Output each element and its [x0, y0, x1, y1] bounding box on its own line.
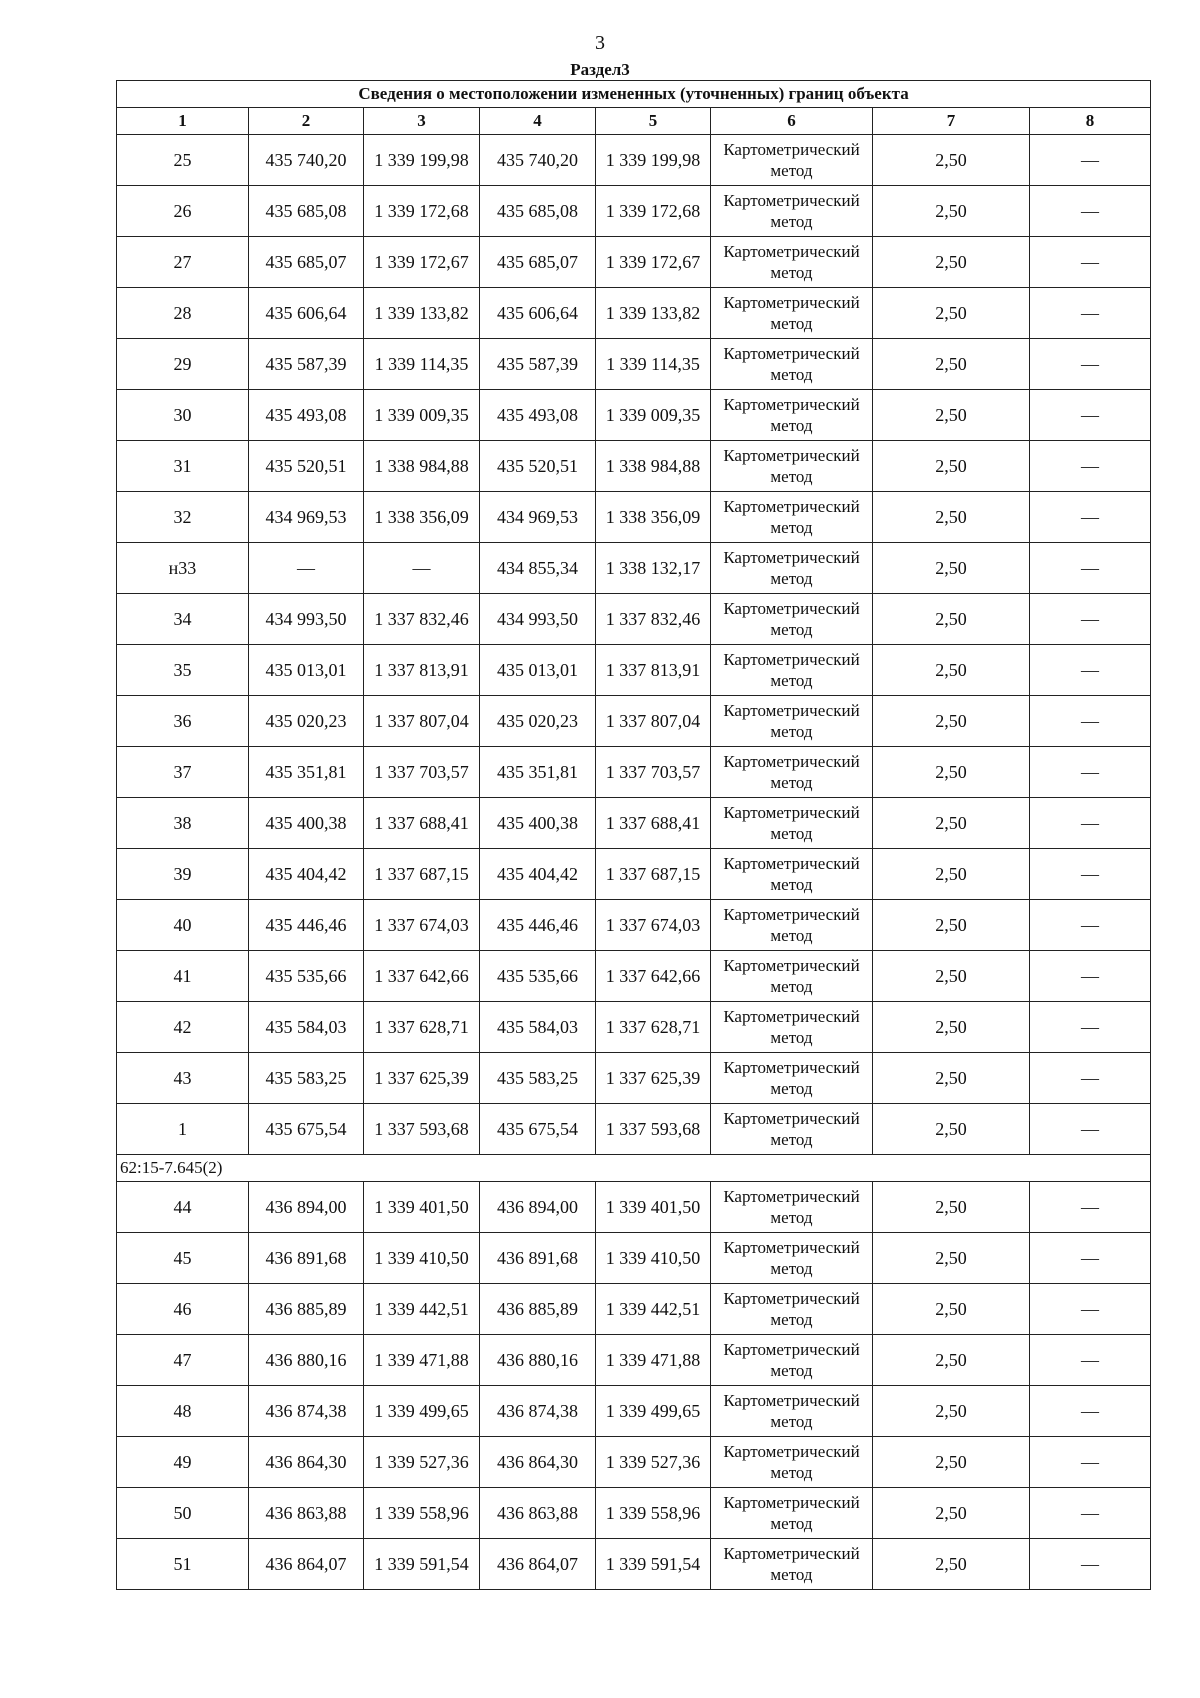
accuracy-cell: 2,50 [873, 1182, 1030, 1233]
note-cell: — [1030, 1488, 1151, 1539]
point-number-cell: 29 [117, 339, 249, 390]
existing-x-cell: 435 583,25 [249, 1053, 364, 1104]
existing-y-cell: 1 339 172,68 [364, 186, 480, 237]
accuracy-cell: 2,50 [873, 1335, 1030, 1386]
existing-y-cell: 1 337 642,66 [364, 951, 480, 1002]
method-cell: Картометрический метод [711, 1233, 873, 1284]
table-row [117, 339, 1151, 390]
refined-x-cell: 435 740,20 [480, 135, 596, 186]
refined-x-cell: 436 864,30 [480, 1437, 596, 1488]
table-row [117, 288, 1151, 339]
method-cell: Картометрический метод [711, 798, 873, 849]
existing-x-cell: 435 587,39 [249, 339, 364, 390]
method-cell: Картометрический метод [711, 543, 873, 594]
note-cell: — [1030, 951, 1151, 1002]
table-row [117, 645, 1151, 696]
table-row [117, 951, 1151, 1002]
existing-y-cell: 1 337 807,04 [364, 696, 480, 747]
refined-y-cell: 1 338 132,17 [596, 543, 711, 594]
note-cell: — [1030, 135, 1151, 186]
existing-x-cell: 436 885,89 [249, 1284, 364, 1335]
accuracy-cell: 2,50 [873, 696, 1030, 747]
refined-y-cell: 1 339 471,88 [596, 1335, 711, 1386]
table-row [117, 1002, 1151, 1053]
method-cell: Картометрический метод [711, 1104, 873, 1155]
column-number-8: 8 [1030, 108, 1151, 135]
accuracy-cell: 2,50 [873, 1233, 1030, 1284]
accuracy-cell: 2,50 [873, 1539, 1030, 1590]
existing-y-cell: 1 339 172,67 [364, 237, 480, 288]
refined-x-cell: 435 606,64 [480, 288, 596, 339]
boundary-coordinates-table [116, 80, 1151, 1590]
note-cell: — [1030, 543, 1151, 594]
table-row [117, 747, 1151, 798]
existing-y-cell: 1 339 401,50 [364, 1182, 480, 1233]
note-cell: — [1030, 492, 1151, 543]
existing-y-cell: 1 339 499,65 [364, 1386, 480, 1437]
note-cell: — [1030, 1233, 1151, 1284]
table-row [117, 849, 1151, 900]
refined-y-cell: 1 339 199,98 [596, 135, 711, 186]
refined-y-cell: 1 337 642,66 [596, 951, 711, 1002]
table-row [117, 1233, 1151, 1284]
refined-y-cell: 1 337 628,71 [596, 1002, 711, 1053]
refined-y-cell: 1 339 009,35 [596, 390, 711, 441]
note-cell: — [1030, 900, 1151, 951]
point-number-cell: 36 [117, 696, 249, 747]
method-cell: Картометрический метод [711, 1488, 873, 1539]
method-cell: Картометрический метод [711, 1335, 873, 1386]
existing-x-cell: 436 864,30 [249, 1437, 364, 1488]
table-row [117, 1539, 1151, 1590]
note-cell: — [1030, 186, 1151, 237]
point-number-cell: 27 [117, 237, 249, 288]
group-header-row [117, 1155, 1151, 1182]
method-cell: Картометрический метод [711, 1437, 873, 1488]
existing-y-cell: 1 337 628,71 [364, 1002, 480, 1053]
column-number-6: 6 [711, 108, 873, 135]
table-title: Сведения о местоположении измененных (уточненных) границ объекта [117, 81, 1151, 108]
existing-y-cell: 1 337 625,39 [364, 1053, 480, 1104]
note-cell: — [1030, 1284, 1151, 1335]
point-number-cell: 1 [117, 1104, 249, 1155]
method-cell: Картометрический метод [711, 696, 873, 747]
existing-x-cell: 435 740,20 [249, 135, 364, 186]
refined-y-cell: 1 337 807,04 [596, 696, 711, 747]
note-cell: — [1030, 441, 1151, 492]
table-row [117, 1284, 1151, 1335]
point-number-cell: 37 [117, 747, 249, 798]
refined-y-cell: 1 339 499,65 [596, 1386, 711, 1437]
existing-y-cell: 1 337 703,57 [364, 747, 480, 798]
column-number-5: 5 [596, 108, 711, 135]
table-row [117, 594, 1151, 645]
existing-x-cell: 436 863,88 [249, 1488, 364, 1539]
refined-y-cell: 1 337 813,91 [596, 645, 711, 696]
column-number-1: 1 [117, 108, 249, 135]
refined-x-cell: 434 969,53 [480, 492, 596, 543]
table-body [117, 135, 1151, 1590]
refined-y-cell: 1 337 703,57 [596, 747, 711, 798]
refined-y-cell: 1 337 674,03 [596, 900, 711, 951]
existing-y-cell: 1 338 356,09 [364, 492, 480, 543]
existing-x-cell: 434 969,53 [249, 492, 364, 543]
accuracy-cell: 2,50 [873, 1488, 1030, 1539]
section-label: Раздел3 [570, 60, 630, 79]
refined-x-cell: 434 855,34 [480, 543, 596, 594]
method-cell: Картометрический метод [711, 441, 873, 492]
refined-x-cell: 435 685,08 [480, 186, 596, 237]
accuracy-cell: 2,50 [873, 1386, 1030, 1437]
table-row [117, 1488, 1151, 1539]
column-number-7: 7 [873, 108, 1030, 135]
accuracy-cell: 2,50 [873, 1104, 1030, 1155]
existing-y-cell: 1 339 199,98 [364, 135, 480, 186]
existing-x-cell: 435 013,01 [249, 645, 364, 696]
existing-y-cell: 1 337 832,46 [364, 594, 480, 645]
refined-x-cell: 435 535,66 [480, 951, 596, 1002]
existing-x-cell: 436 894,00 [249, 1182, 364, 1233]
existing-x-cell: — [249, 543, 364, 594]
refined-x-cell: 435 584,03 [480, 1002, 596, 1053]
refined-x-cell: 436 864,07 [480, 1539, 596, 1590]
existing-y-cell: 1 337 688,41 [364, 798, 480, 849]
point-number-cell: 45 [117, 1233, 249, 1284]
refined-y-cell: 1 339 133,82 [596, 288, 711, 339]
existing-x-cell: 435 520,51 [249, 441, 364, 492]
point-number-cell: 40 [117, 900, 249, 951]
note-cell: — [1030, 390, 1151, 441]
refined-y-cell: 1 337 593,68 [596, 1104, 711, 1155]
existing-x-cell: 435 020,23 [249, 696, 364, 747]
method-cell: Картометрический метод [711, 288, 873, 339]
refined-x-cell: 434 993,50 [480, 594, 596, 645]
point-number-cell: 32 [117, 492, 249, 543]
existing-x-cell: 435 535,66 [249, 951, 364, 1002]
point-number-cell: 34 [117, 594, 249, 645]
existing-x-cell: 434 993,50 [249, 594, 364, 645]
refined-y-cell: 1 337 832,46 [596, 594, 711, 645]
table-row [117, 1182, 1151, 1233]
point-number-cell: 50 [117, 1488, 249, 1539]
point-number-cell: 38 [117, 798, 249, 849]
table-row [117, 1335, 1151, 1386]
method-cell: Картометрический метод [711, 951, 873, 1002]
existing-y-cell: 1 339 442,51 [364, 1284, 480, 1335]
table-row [117, 492, 1151, 543]
accuracy-cell: 2,50 [873, 900, 1030, 951]
point-number-cell: 30 [117, 390, 249, 441]
page-number: 3 [595, 32, 605, 54]
existing-y-cell: 1 338 984,88 [364, 441, 480, 492]
method-cell: Картометрический метод [711, 747, 873, 798]
method-cell: Картометрический метод [711, 1539, 873, 1590]
refined-y-cell: 1 339 527,36 [596, 1437, 711, 1488]
note-cell: — [1030, 594, 1151, 645]
method-cell: Картометрический метод [711, 1002, 873, 1053]
existing-x-cell: 435 685,08 [249, 186, 364, 237]
refined-x-cell: 435 587,39 [480, 339, 596, 390]
refined-y-cell: 1 339 442,51 [596, 1284, 711, 1335]
note-cell: — [1030, 288, 1151, 339]
note-cell: — [1030, 696, 1151, 747]
table-row [117, 900, 1151, 951]
refined-x-cell: 436 874,38 [480, 1386, 596, 1437]
point-number-cell: 44 [117, 1182, 249, 1233]
point-number-cell: 31 [117, 441, 249, 492]
existing-y-cell: 1 339 591,54 [364, 1539, 480, 1590]
accuracy-cell: 2,50 [873, 135, 1030, 186]
accuracy-cell: 2,50 [873, 390, 1030, 441]
accuracy-cell: 2,50 [873, 645, 1030, 696]
refined-y-cell: 1 337 625,39 [596, 1053, 711, 1104]
point-number-cell: 35 [117, 645, 249, 696]
refined-x-cell: 435 404,42 [480, 849, 596, 900]
refined-y-cell: 1 338 984,88 [596, 441, 711, 492]
point-number-cell: н33 [117, 543, 249, 594]
note-cell: — [1030, 1335, 1151, 1386]
refined-x-cell: 435 351,81 [480, 747, 596, 798]
note-cell: — [1030, 1182, 1151, 1233]
refined-x-cell: 436 894,00 [480, 1182, 596, 1233]
method-cell: Картометрический метод [711, 339, 873, 390]
table-row [117, 1437, 1151, 1488]
method-cell: Картометрический метод [711, 900, 873, 951]
existing-y-cell: 1 337 687,15 [364, 849, 480, 900]
column-number-4: 4 [480, 108, 596, 135]
point-number-cell: 47 [117, 1335, 249, 1386]
note-cell: — [1030, 1386, 1151, 1437]
existing-y-cell: 1 339 009,35 [364, 390, 480, 441]
point-number-cell: 51 [117, 1539, 249, 1590]
existing-x-cell: 436 864,07 [249, 1539, 364, 1590]
accuracy-cell: 2,50 [873, 288, 1030, 339]
point-number-cell: 46 [117, 1284, 249, 1335]
existing-y-cell: 1 339 527,36 [364, 1437, 480, 1488]
method-cell: Картометрический метод [711, 237, 873, 288]
method-cell: Картометрический метод [711, 1386, 873, 1437]
refined-y-cell: 1 339 401,50 [596, 1182, 711, 1233]
refined-x-cell: 436 863,88 [480, 1488, 596, 1539]
refined-y-cell: 1 337 687,15 [596, 849, 711, 900]
existing-y-cell: 1 337 593,68 [364, 1104, 480, 1155]
table-row [117, 543, 1151, 594]
column-number-row [117, 108, 1151, 135]
accuracy-cell: 2,50 [873, 594, 1030, 645]
point-number-cell: 49 [117, 1437, 249, 1488]
table-row [117, 1386, 1151, 1437]
existing-x-cell: 436 880,16 [249, 1335, 364, 1386]
refined-x-cell: 436 885,89 [480, 1284, 596, 1335]
method-cell: Картометрический метод [711, 492, 873, 543]
point-number-cell: 26 [117, 186, 249, 237]
accuracy-cell: 2,50 [873, 747, 1030, 798]
existing-x-cell: 435 404,42 [249, 849, 364, 900]
method-cell: Картометрический метод [711, 186, 873, 237]
existing-y-cell: 1 339 133,82 [364, 288, 480, 339]
accuracy-cell: 2,50 [873, 186, 1030, 237]
accuracy-cell: 2,50 [873, 798, 1030, 849]
table-row [117, 186, 1151, 237]
existing-x-cell: 436 891,68 [249, 1233, 364, 1284]
note-cell: — [1030, 849, 1151, 900]
table-row [117, 441, 1151, 492]
note-cell: — [1030, 237, 1151, 288]
column-number-3: 3 [364, 108, 480, 135]
table-row [117, 798, 1151, 849]
existing-x-cell: 435 584,03 [249, 1002, 364, 1053]
method-cell: Картометрический метод [711, 1284, 873, 1335]
method-cell: Картометрический метод [711, 390, 873, 441]
refined-x-cell: 435 685,07 [480, 237, 596, 288]
note-cell: — [1030, 747, 1151, 798]
refined-y-cell: 1 339 172,67 [596, 237, 711, 288]
refined-x-cell: 435 493,08 [480, 390, 596, 441]
existing-x-cell: 435 675,54 [249, 1104, 364, 1155]
point-number-cell: 42 [117, 1002, 249, 1053]
refined-x-cell: 435 675,54 [480, 1104, 596, 1155]
point-number-cell: 48 [117, 1386, 249, 1437]
refined-y-cell: 1 339 114,35 [596, 339, 711, 390]
existing-x-cell: 435 351,81 [249, 747, 364, 798]
method-cell: Картометрический метод [711, 135, 873, 186]
existing-x-cell: 435 400,38 [249, 798, 364, 849]
refined-x-cell: 435 400,38 [480, 798, 596, 849]
table-row [117, 1053, 1151, 1104]
point-number-cell: 28 [117, 288, 249, 339]
refined-y-cell: 1 339 591,54 [596, 1539, 711, 1590]
refined-x-cell: 435 013,01 [480, 645, 596, 696]
accuracy-cell: 2,50 [873, 441, 1030, 492]
accuracy-cell: 2,50 [873, 1053, 1030, 1104]
accuracy-cell: 2,50 [873, 492, 1030, 543]
note-cell: — [1030, 1104, 1151, 1155]
refined-y-cell: 1 338 356,09 [596, 492, 711, 543]
note-cell: — [1030, 645, 1151, 696]
refined-y-cell: 1 339 410,50 [596, 1233, 711, 1284]
note-cell: — [1030, 1002, 1151, 1053]
accuracy-cell: 2,50 [873, 543, 1030, 594]
existing-x-cell: 435 606,64 [249, 288, 364, 339]
refined-x-cell: 436 891,68 [480, 1233, 596, 1284]
note-cell: — [1030, 798, 1151, 849]
table-row [117, 390, 1151, 441]
point-number-cell: 43 [117, 1053, 249, 1104]
refined-x-cell: 435 520,51 [480, 441, 596, 492]
refined-y-cell: 1 337 688,41 [596, 798, 711, 849]
refined-y-cell: 1 339 172,68 [596, 186, 711, 237]
method-cell: Картометрический метод [711, 594, 873, 645]
table-row [117, 696, 1151, 747]
accuracy-cell: 2,50 [873, 1284, 1030, 1335]
accuracy-cell: 2,50 [873, 849, 1030, 900]
existing-y-cell: 1 339 558,96 [364, 1488, 480, 1539]
point-number-cell: 25 [117, 135, 249, 186]
table-row [117, 1104, 1151, 1155]
existing-y-cell: — [364, 543, 480, 594]
accuracy-cell: 2,50 [873, 951, 1030, 1002]
existing-x-cell: 435 493,08 [249, 390, 364, 441]
refined-x-cell: 435 583,25 [480, 1053, 596, 1104]
point-number-cell: 41 [117, 951, 249, 1002]
existing-y-cell: 1 337 813,91 [364, 645, 480, 696]
existing-x-cell: 436 874,38 [249, 1386, 364, 1437]
note-cell: — [1030, 339, 1151, 390]
accuracy-cell: 2,50 [873, 1437, 1030, 1488]
note-cell: — [1030, 1539, 1151, 1590]
existing-y-cell: 1 337 674,03 [364, 900, 480, 951]
note-cell: — [1030, 1437, 1151, 1488]
refined-y-cell: 1 339 558,96 [596, 1488, 711, 1539]
method-cell: Картометрический метод [711, 1053, 873, 1104]
method-cell: Картометрический метод [711, 1182, 873, 1233]
accuracy-cell: 2,50 [873, 1002, 1030, 1053]
refined-x-cell: 435 446,46 [480, 900, 596, 951]
method-cell: Картометрический метод [711, 849, 873, 900]
table-row [117, 237, 1151, 288]
existing-y-cell: 1 339 471,88 [364, 1335, 480, 1386]
method-cell: Картометрический метод [711, 645, 873, 696]
existing-x-cell: 435 446,46 [249, 900, 364, 951]
accuracy-cell: 2,50 [873, 237, 1030, 288]
existing-x-cell: 435 685,07 [249, 237, 364, 288]
column-number-2: 2 [249, 108, 364, 135]
refined-x-cell: 435 020,23 [480, 696, 596, 747]
point-number-cell: 39 [117, 849, 249, 900]
accuracy-cell: 2,50 [873, 339, 1030, 390]
note-cell: — [1030, 1053, 1151, 1104]
table-row [117, 135, 1151, 186]
group-label: 62:15-7.645(2) [117, 1155, 1151, 1182]
existing-y-cell: 1 339 410,50 [364, 1233, 480, 1284]
refined-x-cell: 436 880,16 [480, 1335, 596, 1386]
existing-y-cell: 1 339 114,35 [364, 339, 480, 390]
